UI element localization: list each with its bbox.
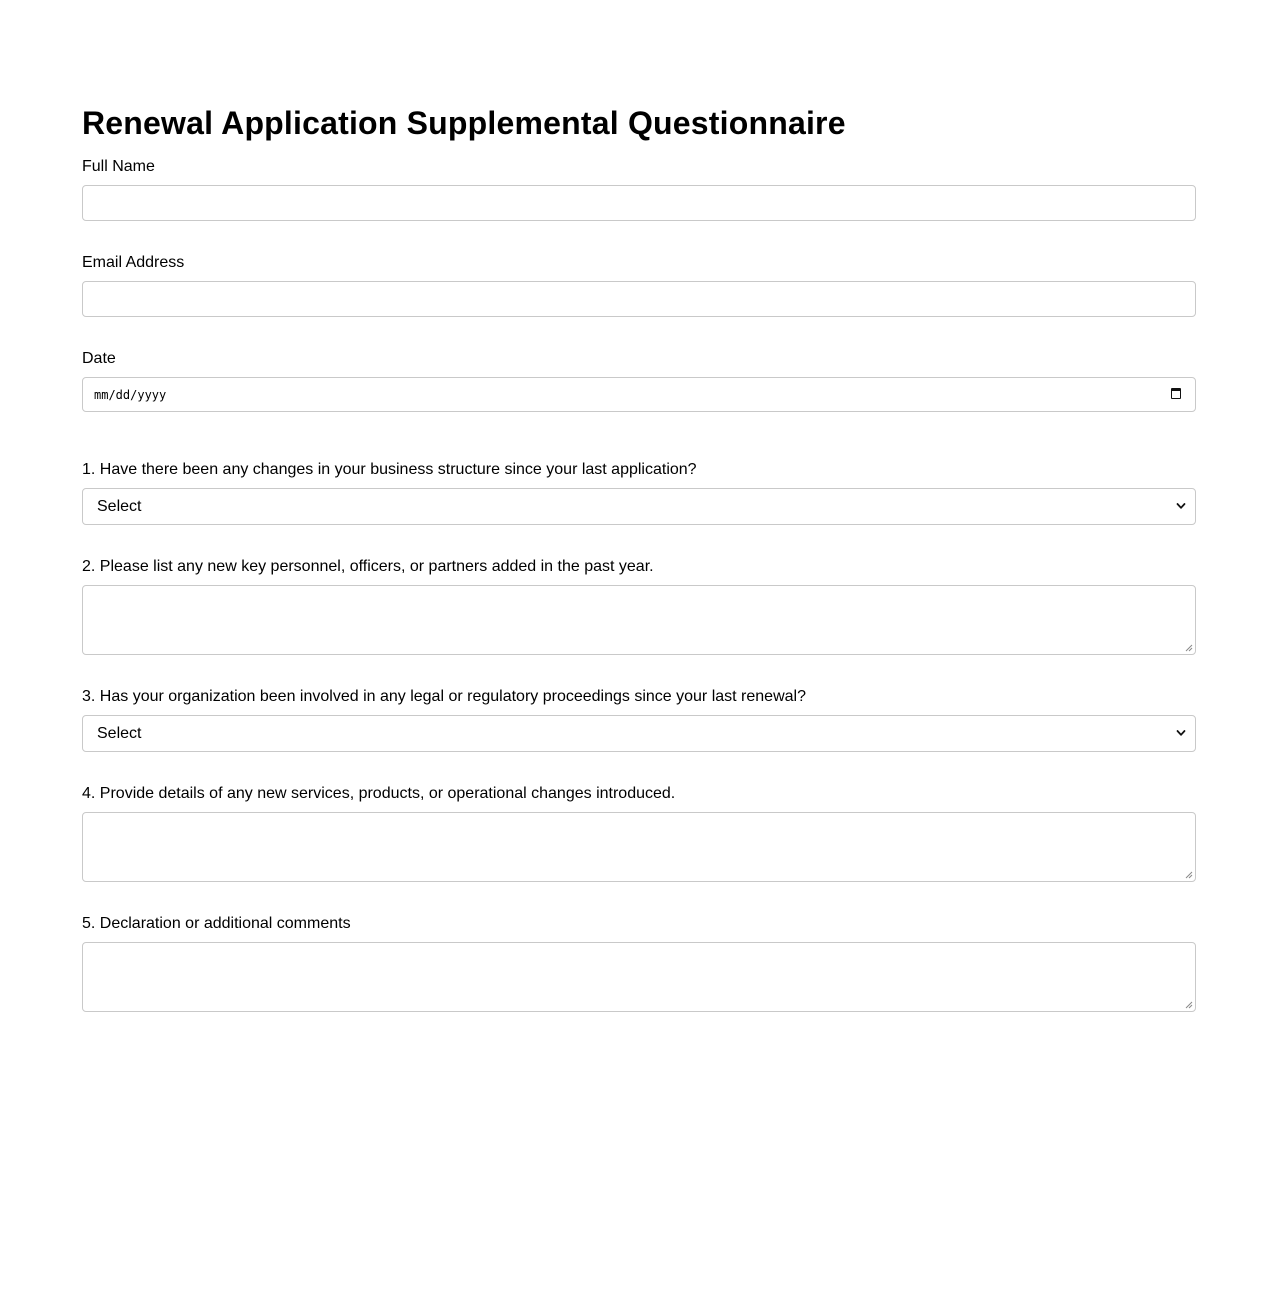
calendar-icon[interactable] (1171, 388, 1181, 399)
question-3-label: 3. Has your organization been involved in any legal or regulatory proceedings since your last renewal? (82, 688, 806, 705)
chevron-down-icon (1176, 728, 1186, 738)
question-2-textarea[interactable] (82, 585, 1196, 655)
resize-handle-icon[interactable] (1185, 644, 1193, 652)
question-5-textarea[interactable] (82, 942, 1196, 1012)
question-5-label: 5. Declaration or additional comments (82, 915, 351, 932)
date-placeholder: mm/dd/yyyy (94, 388, 167, 402)
resize-handle-icon[interactable] (1185, 871, 1193, 879)
full-name-label: Full Name (82, 158, 155, 175)
question-1-selected-value: Select (97, 498, 142, 515)
question-4-label: 4. Provide details of any new services, products, or operational changes introduced. (82, 785, 676, 802)
date-label: Date (82, 350, 116, 367)
page-title: Renewal Application Supplemental Questionnaire (82, 105, 846, 141)
question-1-label: 1. Have there been any changes in your business structure since your last application? (82, 461, 697, 478)
questionnaire-form (82, 100, 1196, 1012)
question-2-label: 2. Please list any new key personnel, officers, or partners added in the past year. (82, 558, 654, 575)
question-1-select[interactable] (82, 488, 1196, 525)
question-3-select[interactable] (82, 715, 1196, 752)
date-input[interactable] (82, 377, 1196, 412)
question-3-selected-value: Select (97, 725, 142, 742)
chevron-down-icon (1176, 501, 1186, 511)
resize-handle-icon[interactable] (1185, 1001, 1193, 1009)
email-input[interactable] (82, 281, 1196, 317)
question-4-textarea[interactable] (82, 812, 1196, 882)
email-label: Email Address (82, 254, 185, 271)
full-name-input[interactable] (82, 185, 1196, 221)
